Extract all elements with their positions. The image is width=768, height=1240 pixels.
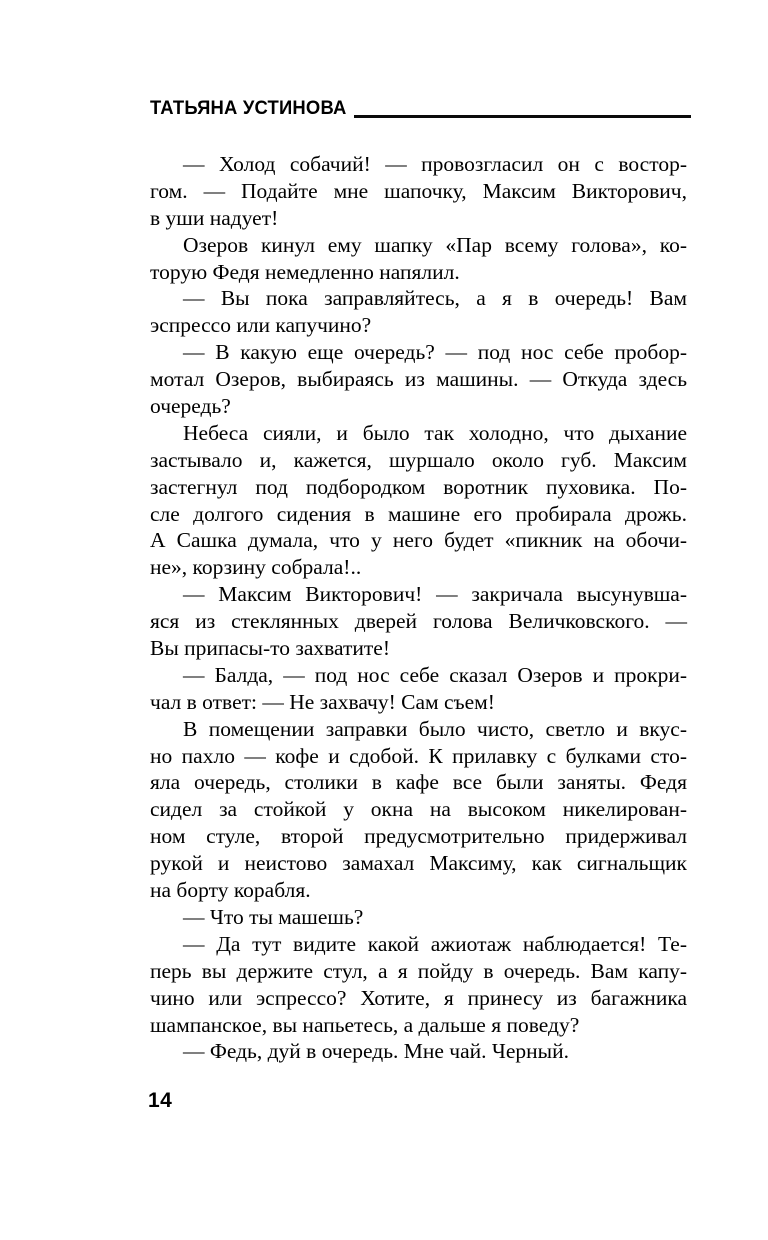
text-line: — Вы пока заправляйтесь, а я в очередь! Вам — [183, 286, 687, 311]
text-line: яся из стеклянных дверей голова Величковского. — — [150, 609, 687, 634]
text-line: Небеса сияли, и было так холодно, что дыхание — [183, 420, 687, 445]
text-line: ном стуле, второй предусмотрительно придерживал — [150, 824, 687, 849]
text-line: Вы припасы-то захватите! — [150, 636, 390, 661]
text-line: яла очередь, столики в кафе все были заняты. Федя — [150, 770, 687, 795]
text-line: но пахло — кофе и сдобой. К прилавку с булками сто- — [150, 743, 687, 768]
paragraph — [150, 232, 687, 286]
text-line: шампанское, вы напьетесь, а дальше я поведу? — [150, 1012, 580, 1037]
paragraph — [150, 339, 687, 420]
text-line: эспрессо или капучино? — [150, 313, 372, 338]
text-line: — Балда, — под нос себе сказал Озеров и прокри- — [183, 662, 687, 687]
text-line: — В какую еще очередь? — под нос себе пробор- — [183, 340, 687, 365]
paragraph — [150, 662, 687, 716]
text-line: сле долгого сидения в машине его пробирала дрожь. — [150, 501, 687, 526]
paragraph — [150, 716, 687, 904]
text-line: очередь? — [150, 394, 231, 419]
text-line: А Сашка думала, что у него будет «пикник на обочи- — [150, 528, 687, 553]
paragraph — [150, 904, 687, 931]
text-line: Озеров кинул ему шапку «Пар всему голова», ко- — [183, 232, 687, 257]
text-line: рукой и неистово замахал Максиму, как сигнальщик — [150, 851, 687, 876]
text-line: гом. — Подайте мне шапочку, Максим Викторович, — [150, 178, 687, 203]
text-line: застывало и, кажется, шуршало около губ. Максим — [150, 447, 687, 472]
text-line: чино или эспрессо? Хотите, я принесу из багажника — [150, 985, 687, 1010]
paragraph — [150, 1038, 687, 1065]
paragraph — [150, 581, 687, 662]
text-line: — Федь, дуй в очередь. Мне чай. Черный. — [183, 1039, 570, 1064]
text-line: — Да тут видите какой ажиотаж наблюдается! Те- — [183, 931, 687, 956]
text-line: мотал Озеров, выбираясь из машины. — Откуда здесь — [150, 367, 687, 392]
text-block — [150, 151, 687, 1065]
text-line: на борту корабля. — [150, 878, 311, 903]
running-header — [150, 98, 691, 120]
text-line: В помещении заправки было чисто, светло и вкус- — [183, 716, 687, 741]
text-line: торую Федя немедленно напялил. — [150, 259, 460, 284]
paragraph — [150, 420, 687, 581]
text-line: — Максим Викторович! — закричала высунувша- — [183, 582, 687, 607]
text-line: в уши надует! — [150, 205, 279, 230]
text-line: не», корзину собрала!.. — [150, 555, 362, 580]
paragraph — [150, 931, 687, 1039]
header-rule — [354, 115, 691, 118]
text-line: — Что ты машешь? — [183, 904, 364, 929]
paragraph — [150, 151, 687, 232]
page-number: 14 — [148, 1089, 173, 1112]
text-line: перь вы держите стул, а я пойду в очередь. Вам капу- — [150, 958, 687, 983]
text-line: — Холод собачий! — провозгласил он с востор- — [183, 152, 687, 176]
header-author-name: ТАТЬЯНА УСТИНОВА — [150, 98, 347, 119]
text-line: чал в ответ: — Не захвачу! Сам съем! — [150, 689, 495, 714]
text-line: сидел за стойкой у окна на высоком никелирован- — [150, 797, 687, 822]
paragraph — [150, 285, 687, 339]
text-line: застегнул под подбородком воротник пуховика. По- — [150, 474, 687, 499]
